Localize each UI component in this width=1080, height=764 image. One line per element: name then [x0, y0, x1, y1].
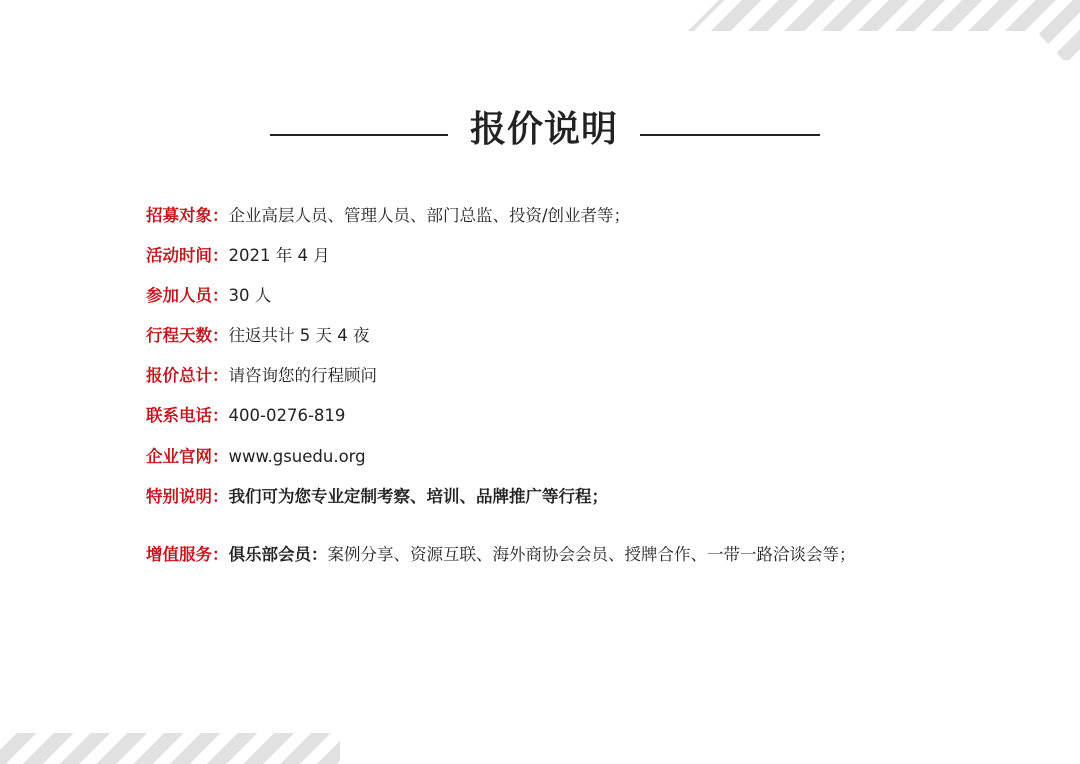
row-label: 联系电话 [146, 406, 212, 425]
page-title: 报价说明 [469, 109, 618, 150]
info-row-trip-days [146, 324, 369, 348]
row-colon: ： [212, 246, 229, 265]
row-value: 2021 年 4 月 [228, 246, 330, 265]
row-value: 请咨询您的行程顾问 [228, 366, 377, 385]
title-rule-left [270, 134, 448, 136]
row-label: 行程天数 [146, 326, 212, 345]
info-row-website [146, 445, 366, 469]
club-member-label: 俱乐部会员： [228, 545, 328, 564]
row-value: www.gsuedu.org [228, 447, 366, 466]
row-label: 特别说明 [146, 487, 212, 506]
row-colon: ： [212, 447, 229, 466]
row-colon: ： [212, 206, 229, 225]
row-colon: ： [212, 286, 229, 305]
row-label: 企业官网 [146, 447, 212, 466]
row-colon: ： [212, 366, 229, 385]
row-label: 报价总计 [146, 366, 212, 385]
row-colon: ： [212, 487, 229, 506]
row-label: 活动时间 [146, 246, 212, 265]
row-value: 400-0276-819 [228, 406, 346, 425]
info-row-special-note [146, 485, 608, 509]
row-value: 30 人 [228, 286, 272, 305]
row-value: 往返共计 5 天 4 夜 [228, 326, 370, 345]
row-label: 招募对象 [146, 206, 212, 225]
row-label: 增值服务 [146, 545, 212, 564]
row-value: 案例分享、资源互联、海外商协会会员、授牌合作、一带一路洽谈会等； [327, 545, 856, 564]
row-colon: ： [212, 406, 229, 425]
info-row-phone [146, 404, 345, 428]
title-rule-right [640, 134, 820, 136]
row-value: 企业高层人员、管理人员、部门总监、投资/创业者等； [228, 206, 631, 225]
row-colon: ： [212, 545, 229, 564]
decorative-stripes-top-right [688, 0, 1080, 60]
info-row-value-added-service [146, 543, 856, 567]
row-value: 我们可为您专业定制考察、培训、品牌推广等行程； [228, 487, 608, 506]
info-row-activity-time [146, 244, 330, 268]
info-row-participants [146, 284, 271, 308]
decorative-stripe-accent [436, 733, 472, 764]
info-row-price-total [146, 364, 377, 388]
title-row [0, 105, 1080, 155]
row-label: 参加人员 [146, 286, 212, 305]
decorative-stripes-bottom-left [0, 733, 340, 764]
row-colon: ： [212, 326, 229, 345]
info-row-recruit-target [146, 204, 630, 228]
